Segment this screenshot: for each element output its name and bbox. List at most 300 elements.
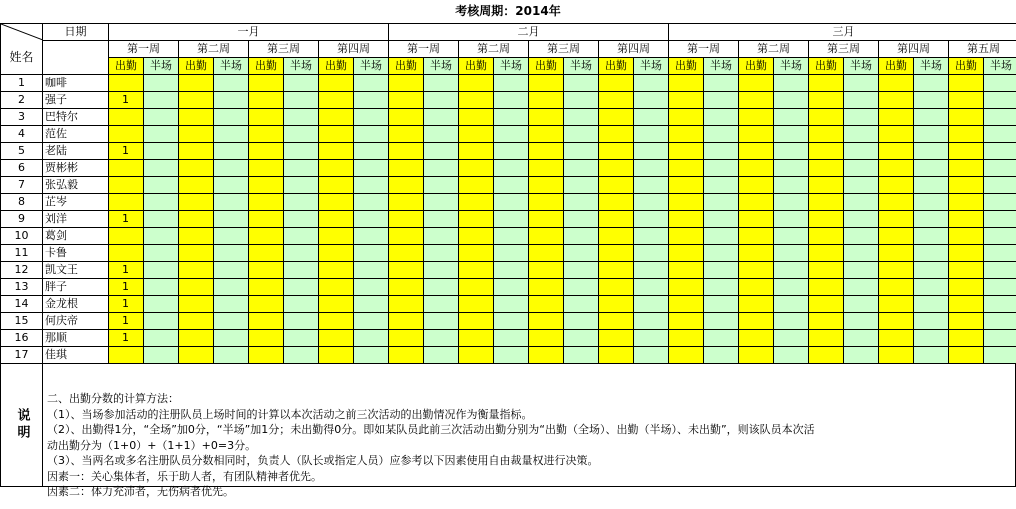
half-cell[interactable] [844, 296, 879, 313]
half-cell[interactable] [494, 92, 529, 109]
half-cell[interactable] [354, 75, 389, 92]
half-cell[interactable] [844, 313, 879, 330]
attend-cell[interactable] [179, 228, 214, 245]
half-cell[interactable] [424, 313, 459, 330]
half-cell[interactable] [984, 296, 1016, 313]
attend-cell[interactable] [319, 347, 354, 364]
half-cell[interactable] [424, 160, 459, 177]
half-cell[interactable] [144, 126, 179, 143]
half-cell[interactable] [844, 160, 879, 177]
attend-cell[interactable] [599, 262, 634, 279]
attend-cell[interactable] [809, 92, 844, 109]
attend-cell[interactable] [109, 347, 144, 364]
attend-cell[interactable] [809, 75, 844, 92]
half-cell[interactable] [844, 228, 879, 245]
attend-cell[interactable] [669, 160, 704, 177]
attend-cell[interactable] [879, 313, 914, 330]
attend-cell[interactable] [739, 330, 774, 347]
half-cell[interactable] [214, 109, 249, 126]
attend-cell[interactable] [389, 109, 424, 126]
half-cell[interactable] [494, 313, 529, 330]
attend-cell[interactable] [949, 228, 984, 245]
attend-cell[interactable] [389, 313, 424, 330]
half-cell[interactable] [144, 177, 179, 194]
attend-cell[interactable] [949, 279, 984, 296]
attend-cell[interactable] [949, 262, 984, 279]
attend-cell[interactable] [109, 194, 144, 211]
attend-cell[interactable] [669, 177, 704, 194]
half-cell[interactable] [284, 160, 319, 177]
half-cell[interactable] [564, 279, 599, 296]
attend-cell[interactable] [389, 177, 424, 194]
attend-cell[interactable] [389, 245, 424, 262]
attend-cell[interactable] [459, 313, 494, 330]
half-cell[interactable] [354, 330, 389, 347]
attend-cell[interactable] [879, 211, 914, 228]
half-cell[interactable] [634, 211, 669, 228]
half-cell[interactable] [494, 194, 529, 211]
attend-cell[interactable] [809, 109, 844, 126]
attend-cell[interactable] [529, 194, 564, 211]
attend-cell[interactable] [249, 75, 284, 92]
half-cell[interactable] [354, 279, 389, 296]
attend-cell[interactable] [739, 177, 774, 194]
attend-cell[interactable] [809, 143, 844, 160]
attend-cell[interactable] [249, 313, 284, 330]
attend-cell[interactable] [179, 143, 214, 160]
attend-cell[interactable] [669, 347, 704, 364]
half-cell[interactable] [634, 330, 669, 347]
half-cell[interactable] [144, 279, 179, 296]
attend-cell[interactable] [669, 92, 704, 109]
attend-cell[interactable] [529, 245, 564, 262]
attend-cell[interactable] [249, 160, 284, 177]
half-cell[interactable] [564, 126, 599, 143]
half-cell[interactable] [844, 177, 879, 194]
attend-cell[interactable] [599, 177, 634, 194]
attend-cell[interactable] [249, 177, 284, 194]
half-cell[interactable] [844, 279, 879, 296]
half-cell[interactable] [284, 211, 319, 228]
half-cell[interactable] [144, 262, 179, 279]
attend-cell[interactable] [179, 245, 214, 262]
half-cell[interactable] [424, 92, 459, 109]
half-cell[interactable] [914, 330, 949, 347]
attend-cell[interactable] [389, 75, 424, 92]
half-cell[interactable] [704, 245, 739, 262]
attend-cell[interactable] [459, 75, 494, 92]
half-cell[interactable] [984, 228, 1016, 245]
half-cell[interactable] [494, 262, 529, 279]
half-cell[interactable] [494, 245, 529, 262]
attend-cell[interactable] [529, 228, 564, 245]
half-cell[interactable] [214, 211, 249, 228]
attend-cell[interactable] [529, 160, 564, 177]
half-cell[interactable] [354, 143, 389, 160]
attend-cell[interactable] [249, 245, 284, 262]
half-cell[interactable] [984, 194, 1016, 211]
half-cell[interactable] [424, 262, 459, 279]
attend-cell[interactable] [669, 279, 704, 296]
attend-cell[interactable] [809, 228, 844, 245]
half-cell[interactable] [424, 347, 459, 364]
half-cell[interactable] [984, 347, 1016, 364]
attend-cell[interactable] [389, 194, 424, 211]
attend-cell[interactable] [249, 296, 284, 313]
attend-cell[interactable] [669, 75, 704, 92]
attend-cell[interactable] [669, 313, 704, 330]
attend-cell[interactable] [879, 92, 914, 109]
half-cell[interactable] [844, 126, 879, 143]
half-cell[interactable] [284, 296, 319, 313]
attend-cell[interactable]: 1 [109, 330, 144, 347]
attend-cell[interactable] [739, 279, 774, 296]
attend-cell[interactable] [809, 126, 844, 143]
half-cell[interactable] [774, 347, 809, 364]
half-cell[interactable] [564, 228, 599, 245]
attend-cell[interactable] [319, 245, 354, 262]
attend-cell[interactable] [109, 245, 144, 262]
attend-cell[interactable] [599, 75, 634, 92]
attend-cell[interactable] [879, 177, 914, 194]
half-cell[interactable] [284, 75, 319, 92]
half-cell[interactable] [494, 279, 529, 296]
attend-cell[interactable] [389, 262, 424, 279]
attend-cell[interactable] [879, 228, 914, 245]
half-cell[interactable] [984, 143, 1016, 160]
half-cell[interactable] [354, 228, 389, 245]
attend-cell[interactable] [949, 143, 984, 160]
half-cell[interactable] [564, 109, 599, 126]
half-cell[interactable] [214, 296, 249, 313]
attend-cell[interactable] [459, 194, 494, 211]
half-cell[interactable] [704, 75, 739, 92]
attend-cell[interactable] [529, 177, 564, 194]
attend-cell[interactable]: 1 [109, 211, 144, 228]
attend-cell[interactable] [809, 211, 844, 228]
attend-cell[interactable] [389, 296, 424, 313]
half-cell[interactable] [774, 279, 809, 296]
attend-cell[interactable] [459, 347, 494, 364]
attend-cell[interactable] [459, 228, 494, 245]
half-cell[interactable] [634, 109, 669, 126]
attend-cell[interactable] [179, 109, 214, 126]
attend-cell[interactable] [179, 330, 214, 347]
attend-cell[interactable] [529, 330, 564, 347]
attend-cell[interactable] [809, 347, 844, 364]
attend-cell[interactable] [389, 279, 424, 296]
half-cell[interactable] [634, 347, 669, 364]
attend-cell[interactable] [599, 211, 634, 228]
attend-cell[interactable] [599, 330, 634, 347]
half-cell[interactable] [354, 109, 389, 126]
attend-cell[interactable] [949, 126, 984, 143]
attend-cell[interactable] [599, 160, 634, 177]
half-cell[interactable] [284, 313, 319, 330]
attend-cell[interactable] [879, 143, 914, 160]
attend-cell[interactable] [809, 296, 844, 313]
half-cell[interactable] [984, 330, 1016, 347]
half-cell[interactable] [914, 194, 949, 211]
attend-cell[interactable] [319, 92, 354, 109]
half-cell[interactable] [704, 160, 739, 177]
attend-cell[interactable] [389, 228, 424, 245]
half-cell[interactable] [774, 160, 809, 177]
half-cell[interactable] [564, 211, 599, 228]
attend-cell[interactable] [949, 109, 984, 126]
attend-cell[interactable] [249, 347, 284, 364]
half-cell[interactable] [704, 92, 739, 109]
attend-cell[interactable] [949, 75, 984, 92]
half-cell[interactable] [564, 330, 599, 347]
attend-cell[interactable] [319, 160, 354, 177]
half-cell[interactable] [914, 109, 949, 126]
attend-cell[interactable] [459, 126, 494, 143]
attend-cell[interactable] [179, 160, 214, 177]
half-cell[interactable] [214, 126, 249, 143]
half-cell[interactable] [424, 279, 459, 296]
half-cell[interactable] [214, 143, 249, 160]
attend-cell[interactable] [949, 347, 984, 364]
half-cell[interactable] [144, 92, 179, 109]
half-cell[interactable] [354, 160, 389, 177]
attend-cell[interactable] [459, 245, 494, 262]
half-cell[interactable] [774, 92, 809, 109]
attend-cell[interactable] [389, 126, 424, 143]
half-cell[interactable] [564, 75, 599, 92]
half-cell[interactable] [844, 92, 879, 109]
half-cell[interactable] [424, 296, 459, 313]
attend-cell[interactable] [739, 211, 774, 228]
half-cell[interactable] [354, 177, 389, 194]
half-cell[interactable] [634, 75, 669, 92]
half-cell[interactable] [424, 126, 459, 143]
half-cell[interactable] [634, 228, 669, 245]
half-cell[interactable] [774, 262, 809, 279]
half-cell[interactable] [144, 228, 179, 245]
half-cell[interactable] [284, 177, 319, 194]
half-cell[interactable] [284, 143, 319, 160]
attend-cell[interactable] [879, 109, 914, 126]
attend-cell[interactable] [809, 313, 844, 330]
attend-cell[interactable] [949, 160, 984, 177]
attend-cell[interactable] [599, 245, 634, 262]
half-cell[interactable] [914, 262, 949, 279]
half-cell[interactable] [704, 313, 739, 330]
attend-cell[interactable]: 1 [109, 143, 144, 160]
half-cell[interactable] [704, 262, 739, 279]
attend-cell[interactable] [109, 160, 144, 177]
attend-cell[interactable] [949, 296, 984, 313]
half-cell[interactable] [424, 109, 459, 126]
half-cell[interactable] [984, 109, 1016, 126]
half-cell[interactable] [424, 228, 459, 245]
half-cell[interactable] [564, 313, 599, 330]
half-cell[interactable] [284, 92, 319, 109]
half-cell[interactable] [634, 177, 669, 194]
half-cell[interactable] [914, 347, 949, 364]
attend-cell[interactable] [249, 262, 284, 279]
half-cell[interactable] [494, 126, 529, 143]
half-cell[interactable] [634, 262, 669, 279]
attend-cell[interactable] [879, 194, 914, 211]
attend-cell[interactable] [739, 245, 774, 262]
attend-cell[interactable] [179, 92, 214, 109]
half-cell[interactable] [914, 92, 949, 109]
half-cell[interactable] [284, 245, 319, 262]
half-cell[interactable] [914, 126, 949, 143]
half-cell[interactable] [844, 194, 879, 211]
attend-cell[interactable] [599, 92, 634, 109]
half-cell[interactable] [354, 313, 389, 330]
half-cell[interactable] [214, 160, 249, 177]
half-cell[interactable] [214, 75, 249, 92]
attend-cell[interactable] [739, 92, 774, 109]
attend-cell[interactable] [249, 211, 284, 228]
attend-cell[interactable] [319, 126, 354, 143]
half-cell[interactable] [214, 330, 249, 347]
attend-cell[interactable] [739, 160, 774, 177]
attend-cell[interactable] [389, 143, 424, 160]
half-cell[interactable] [564, 177, 599, 194]
half-cell[interactable] [494, 211, 529, 228]
half-cell[interactable] [984, 92, 1016, 109]
attend-cell[interactable] [809, 160, 844, 177]
half-cell[interactable] [564, 92, 599, 109]
attend-cell[interactable] [249, 279, 284, 296]
half-cell[interactable] [424, 330, 459, 347]
half-cell[interactable] [914, 211, 949, 228]
attend-cell[interactable] [739, 347, 774, 364]
half-cell[interactable] [144, 245, 179, 262]
half-cell[interactable] [354, 126, 389, 143]
attend-cell[interactable] [599, 143, 634, 160]
half-cell[interactable] [914, 228, 949, 245]
half-cell[interactable] [144, 330, 179, 347]
half-cell[interactable] [354, 194, 389, 211]
half-cell[interactable] [634, 143, 669, 160]
attend-cell[interactable] [529, 126, 564, 143]
attend-cell[interactable] [319, 143, 354, 160]
attend-cell[interactable] [179, 262, 214, 279]
attend-cell[interactable] [459, 211, 494, 228]
attend-cell[interactable]: 1 [109, 92, 144, 109]
half-cell[interactable] [984, 245, 1016, 262]
attend-cell[interactable] [179, 177, 214, 194]
attend-cell[interactable] [879, 126, 914, 143]
attend-cell[interactable] [179, 347, 214, 364]
attend-cell[interactable] [599, 279, 634, 296]
attend-cell[interactable] [879, 347, 914, 364]
half-cell[interactable] [354, 92, 389, 109]
half-cell[interactable] [704, 330, 739, 347]
half-cell[interactable] [284, 109, 319, 126]
attend-cell[interactable] [459, 177, 494, 194]
attend-cell[interactable] [319, 75, 354, 92]
attend-cell[interactable] [669, 330, 704, 347]
half-cell[interactable] [284, 228, 319, 245]
attend-cell[interactable] [459, 143, 494, 160]
attend-cell[interactable] [319, 262, 354, 279]
half-cell[interactable] [914, 160, 949, 177]
half-cell[interactable] [564, 262, 599, 279]
attend-cell[interactable] [249, 126, 284, 143]
attend-cell[interactable] [529, 262, 564, 279]
attend-cell[interactable] [599, 126, 634, 143]
attend-cell[interactable] [529, 92, 564, 109]
attend-cell[interactable]: 1 [109, 296, 144, 313]
attend-cell[interactable] [529, 143, 564, 160]
half-cell[interactable] [354, 211, 389, 228]
attend-cell[interactable] [669, 296, 704, 313]
half-cell[interactable] [634, 160, 669, 177]
attend-cell[interactable] [459, 262, 494, 279]
half-cell[interactable] [984, 313, 1016, 330]
half-cell[interactable] [704, 211, 739, 228]
half-cell[interactable] [844, 109, 879, 126]
attend-cell[interactable] [949, 194, 984, 211]
attend-cell[interactable] [599, 194, 634, 211]
half-cell[interactable] [914, 177, 949, 194]
attend-cell[interactable] [809, 194, 844, 211]
half-cell[interactable] [984, 177, 1016, 194]
half-cell[interactable] [494, 160, 529, 177]
half-cell[interactable] [844, 211, 879, 228]
attend-cell[interactable] [949, 92, 984, 109]
attend-cell[interactable] [459, 109, 494, 126]
attend-cell[interactable] [949, 313, 984, 330]
attend-cell[interactable] [249, 330, 284, 347]
attend-cell[interactable] [459, 279, 494, 296]
half-cell[interactable] [214, 177, 249, 194]
half-cell[interactable] [774, 75, 809, 92]
attend-cell[interactable] [249, 92, 284, 109]
attend-cell[interactable] [809, 245, 844, 262]
attend-cell[interactable]: 1 [109, 279, 144, 296]
half-cell[interactable] [144, 211, 179, 228]
half-cell[interactable] [634, 245, 669, 262]
half-cell[interactable] [214, 347, 249, 364]
attend-cell[interactable] [389, 330, 424, 347]
half-cell[interactable] [354, 347, 389, 364]
half-cell[interactable] [704, 347, 739, 364]
attend-cell[interactable] [319, 194, 354, 211]
half-cell[interactable] [774, 194, 809, 211]
half-cell[interactable] [984, 75, 1016, 92]
attend-cell[interactable] [179, 313, 214, 330]
attend-cell[interactable] [529, 109, 564, 126]
half-cell[interactable] [774, 245, 809, 262]
attend-cell[interactable] [599, 228, 634, 245]
attend-cell[interactable] [739, 194, 774, 211]
attend-cell[interactable] [879, 262, 914, 279]
half-cell[interactable] [914, 143, 949, 160]
half-cell[interactable] [704, 109, 739, 126]
attend-cell[interactable] [249, 143, 284, 160]
attend-cell[interactable] [599, 109, 634, 126]
half-cell[interactable] [424, 75, 459, 92]
attend-cell[interactable] [389, 160, 424, 177]
attend-cell[interactable] [319, 330, 354, 347]
half-cell[interactable] [704, 177, 739, 194]
attend-cell[interactable] [109, 75, 144, 92]
attend-cell[interactable] [739, 296, 774, 313]
half-cell[interactable] [704, 194, 739, 211]
attend-cell[interactable] [179, 194, 214, 211]
attend-cell[interactable] [319, 177, 354, 194]
attend-cell[interactable] [319, 296, 354, 313]
half-cell[interactable] [774, 143, 809, 160]
